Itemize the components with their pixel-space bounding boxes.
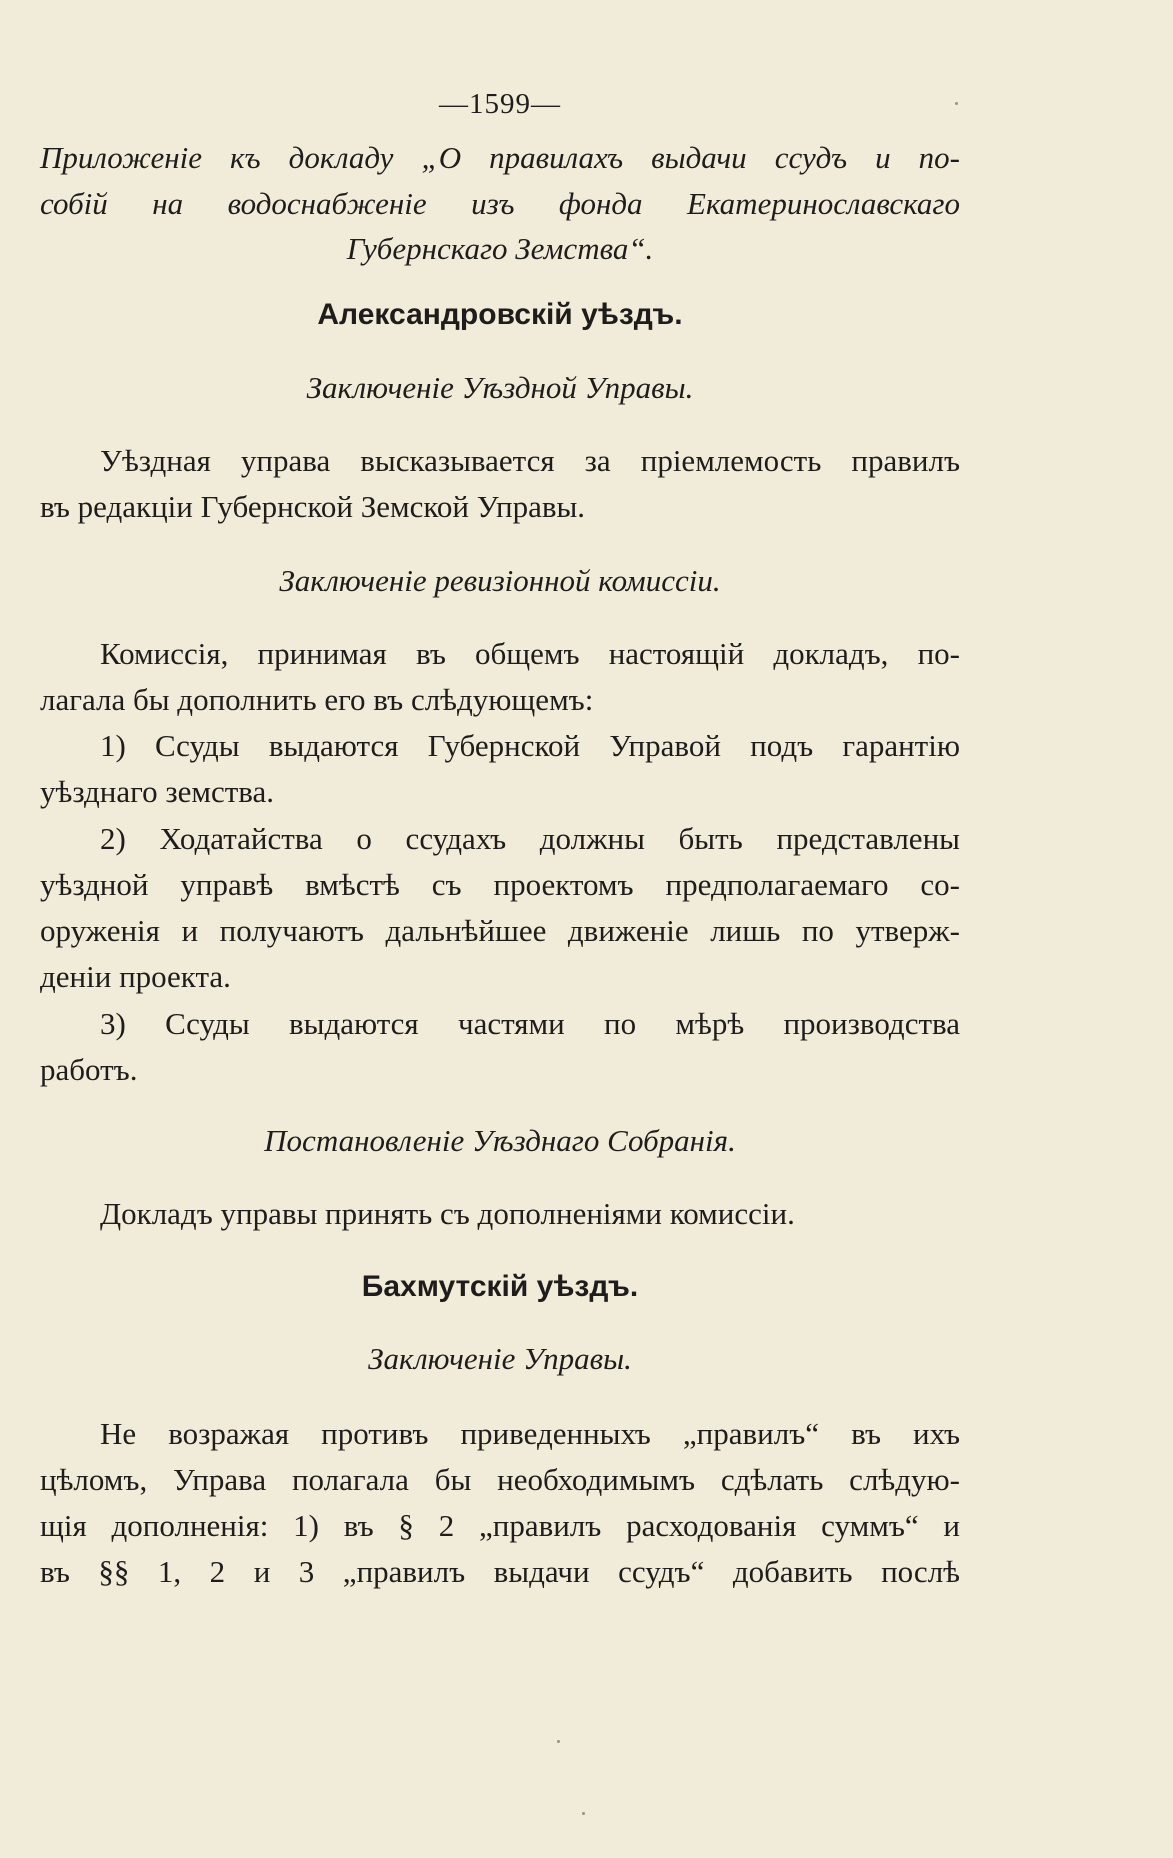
page-number: —1599— (439, 88, 561, 120)
list-item-2-line: деніи проекта. (40, 959, 231, 994)
list-item-2-line: оруженія и получаютъ дальнѣйшее движеніе лишь по утверж- (40, 913, 960, 948)
paper-speck (582, 1812, 585, 1815)
paragraph-line: въ редакціи Губернской Земской Управы. (40, 489, 586, 524)
paper-speck (955, 102, 958, 105)
title-line-3: Губернскаго Земства“. (346, 231, 654, 266)
paragraph-line: Докладъ управы принять съ дополненіями комиссіи. (100, 1196, 795, 1231)
paragraph-line: Не возражая противъ приведенныхъ „правилъ“ въ ихъ (100, 1416, 960, 1451)
title-line-2: собій на водоснабженіе изъ фонда Екатеринославскаго (40, 186, 960, 221)
list-item-1-line: уѣзднаго земства. (40, 774, 274, 809)
subheading-sobranie-resolution: Постановленіе Уѣзднаго Собранія. (264, 1123, 736, 1158)
paragraph-line: цѣломъ, Управа полагала бы необходимымъ сдѣлать слѣдую- (40, 1462, 960, 1497)
section-heading-aleksandrovsky: Александровскій уѣздъ. (317, 298, 683, 331)
paper-speck (557, 1740, 560, 1743)
subheading-uprava-conclusion: Заключеніе Уѣздной Управы. (306, 370, 694, 405)
list-item-2-line: уѣздной управѣ вмѣстѣ съ проектомъ предполагаемаго со- (40, 867, 960, 902)
paragraph-line: щія дополненія: 1) въ § 2 „правилъ расходованія суммъ“ и (40, 1508, 960, 1543)
paragraph-line: лагала бы дополнить его въ слѣдующемъ: (40, 682, 594, 717)
title-line-1: Приложеніе къ докладу „О правилахъ выдачи ссудъ и по- (40, 140, 960, 175)
list-item-2-line: 2) Ходатайства о ссудахъ должны быть представлены (100, 821, 960, 856)
list-item-1-line: 1) Ссуды выдаются Губернской Управой подъ гарантію (100, 728, 960, 763)
list-item-3-line: работъ. (40, 1052, 138, 1087)
paragraph-line: Уѣздная управа высказывается за пріемлемость правилъ (100, 443, 960, 478)
paragraph-line: Комиссія, принимая въ общемъ настоящій докладъ, по- (100, 636, 960, 671)
subheading-uprava-conclusion: Заключеніе Управы. (368, 1341, 632, 1376)
subheading-commission-conclusion: Заключеніе ревизіонной комиссіи. (279, 563, 721, 598)
paragraph-line: въ §§ 1, 2 и 3 „правилъ выдачи ссудъ“ добавить послѣ (40, 1554, 960, 1589)
list-item-3-line: 3) Ссуды выдаются частями по мѣрѣ производства (100, 1006, 960, 1041)
section-heading-bakhmutsky: Бахмутскій уѣздъ. (361, 1270, 639, 1303)
